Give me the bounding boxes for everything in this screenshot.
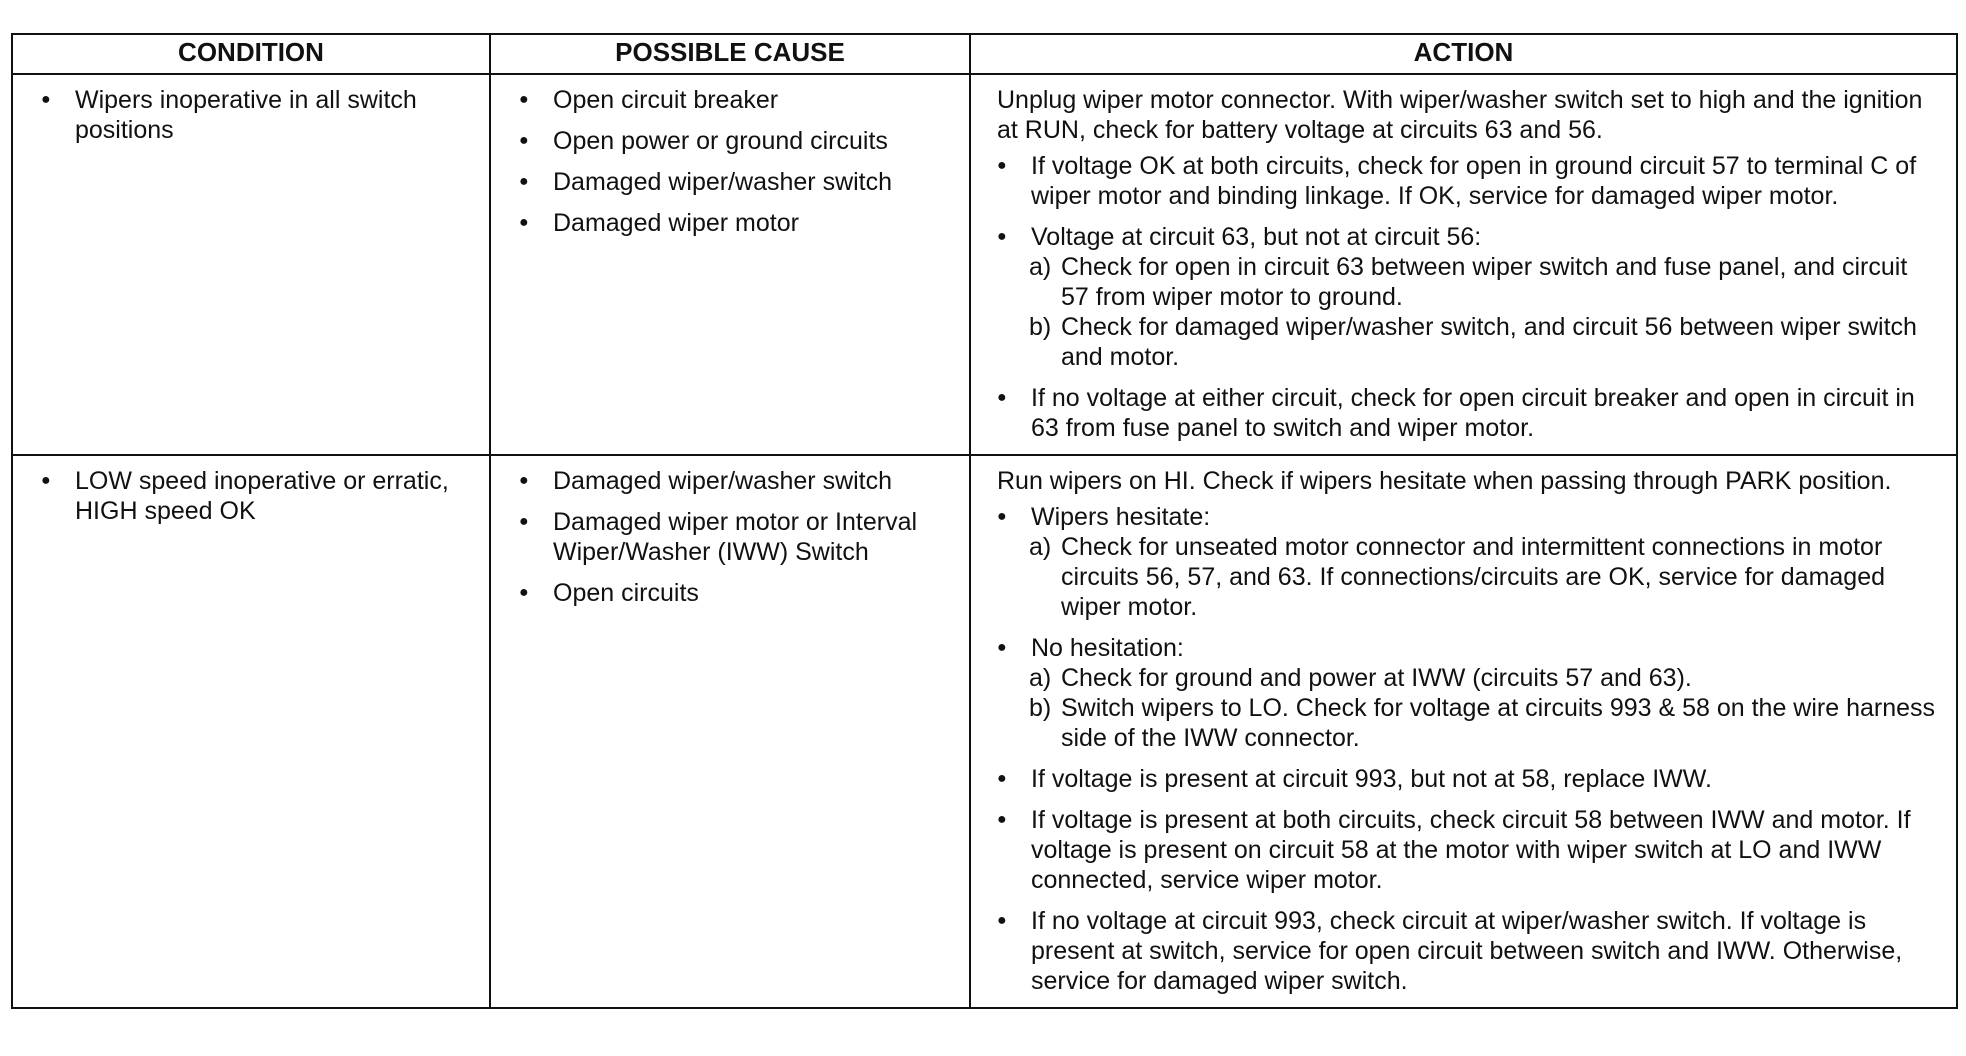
action-item-text: ● If voltage is present at circuit 993, but not at 58, replace IWW. [1031, 765, 1712, 793]
condition-text: ● Wipers inoperative in all switch positions [41, 85, 477, 145]
subitem-label: b) [1029, 313, 1052, 341]
action-item-text: ● Voltage at circuit 63, but not at circuit 56: [1031, 223, 1482, 251]
action-item [997, 764, 1942, 794]
subitem-text: Check for open in circuit 63 between wiper switch and fuse panel, and circuit 57 from wiper motor to ground. [1061, 253, 1908, 311]
subitem-label: a) [1029, 253, 1052, 281]
action-item [997, 151, 1942, 211]
cause-cell [490, 74, 970, 455]
cause-cell [490, 455, 970, 1008]
header-action: ACTION [970, 34, 1957, 74]
action-item-text: ● Wipers hesitate: [1031, 503, 1211, 531]
action-intro: Run wipers on HI. Check if wipers hesitate when passing through PARK position. [997, 467, 1892, 495]
action-subitem [1029, 693, 1942, 753]
subitem-text: Switch wipers to LO. Check for voltage at circuits 993 & 58 on the wire harness side of the IWW connector. [1061, 694, 1936, 752]
cause-item: ● Damaged wiper/washer switch [519, 466, 957, 496]
action-item-text: ● No hesitation: [1031, 634, 1184, 662]
action-item [997, 222, 1942, 372]
action-item [997, 805, 1942, 895]
subitem-text: Check for unseated motor connector and intermittent connections in motor circuits 56, 57, and 63. If connections/circuits are OK, service for damaged wiper motor. [1061, 533, 1886, 621]
action-item [997, 502, 1942, 622]
cause-item: ● Open power or ground circuits [519, 126, 957, 156]
action-subitem [1029, 532, 1942, 622]
table-row [12, 74, 1957, 455]
condition-cell [12, 74, 490, 455]
cause-item: ● Damaged wiper/washer switch [519, 167, 957, 197]
diagnosis-table [11, 33, 1958, 1009]
condition-cell [12, 455, 490, 1008]
action-item-text: ● If voltage is present at both circuits, check circuit 58 between IWW and motor. If voltage is present on circuit 58 at the motor with wiper switch at LO and IWW connected, service wiper motor. [1031, 806, 1911, 894]
action-item-text: ● If voltage OK at both circuits, check for open in ground circuit 57 to terminal C of wiper motor and binding linkage. If OK, service for damaged wiper motor. [1031, 152, 1917, 210]
subitem-label: b) [1029, 694, 1052, 722]
action-cell [970, 74, 1957, 455]
action-item-text: ● If no voltage at circuit 993, check circuit at wiper/washer switch. If voltage is present at switch, service for open circuit between switch and IWW. Otherwise, service for damaged wiper switch. [1031, 907, 1903, 995]
header-condition: CONDITION [12, 34, 490, 74]
action-item [997, 383, 1942, 443]
action-item-text: ● If no voltage at either circuit, check for open circuit breaker and open in circuit in 63 from fuse panel to switch and wiper motor. [1031, 384, 1915, 442]
subitem-text: Check for ground and power at IWW (circuits 57 and 63). [1061, 664, 1692, 692]
cause-item: ● Damaged wiper motor [519, 208, 957, 238]
header-possible-cause: POSSIBLE CAUSE [490, 34, 970, 74]
action-cell [970, 455, 1957, 1008]
action-intro: Unplug wiper motor connector. With wiper/washer switch set to high and the ignition at RUN, check for battery voltage at circuits 63 and 56. [997, 86, 1923, 144]
action-subitem [1029, 312, 1942, 372]
subitem-text: Check for damaged wiper/washer switch, and circuit 56 between wiper switch and motor. [1061, 313, 1917, 371]
action-item [997, 633, 1942, 753]
action-subitem [1029, 663, 1942, 693]
condition-text: ● LOW speed inoperative or erratic, HIGH speed OK [41, 466, 477, 526]
subitem-label: a) [1029, 533, 1052, 561]
diagnosis-table-container [11, 33, 1956, 1009]
cause-item: ● Open circuit breaker [519, 85, 957, 115]
action-subitem [1029, 252, 1942, 312]
cause-item: ● Open circuits [519, 578, 957, 608]
header-row [12, 34, 1957, 74]
action-item [997, 906, 1942, 996]
subitem-label: a) [1029, 664, 1052, 692]
cause-item: ● Damaged wiper motor or Interval Wiper/Washer (IWW) Switch [519, 507, 957, 567]
table-row [12, 455, 1957, 1008]
